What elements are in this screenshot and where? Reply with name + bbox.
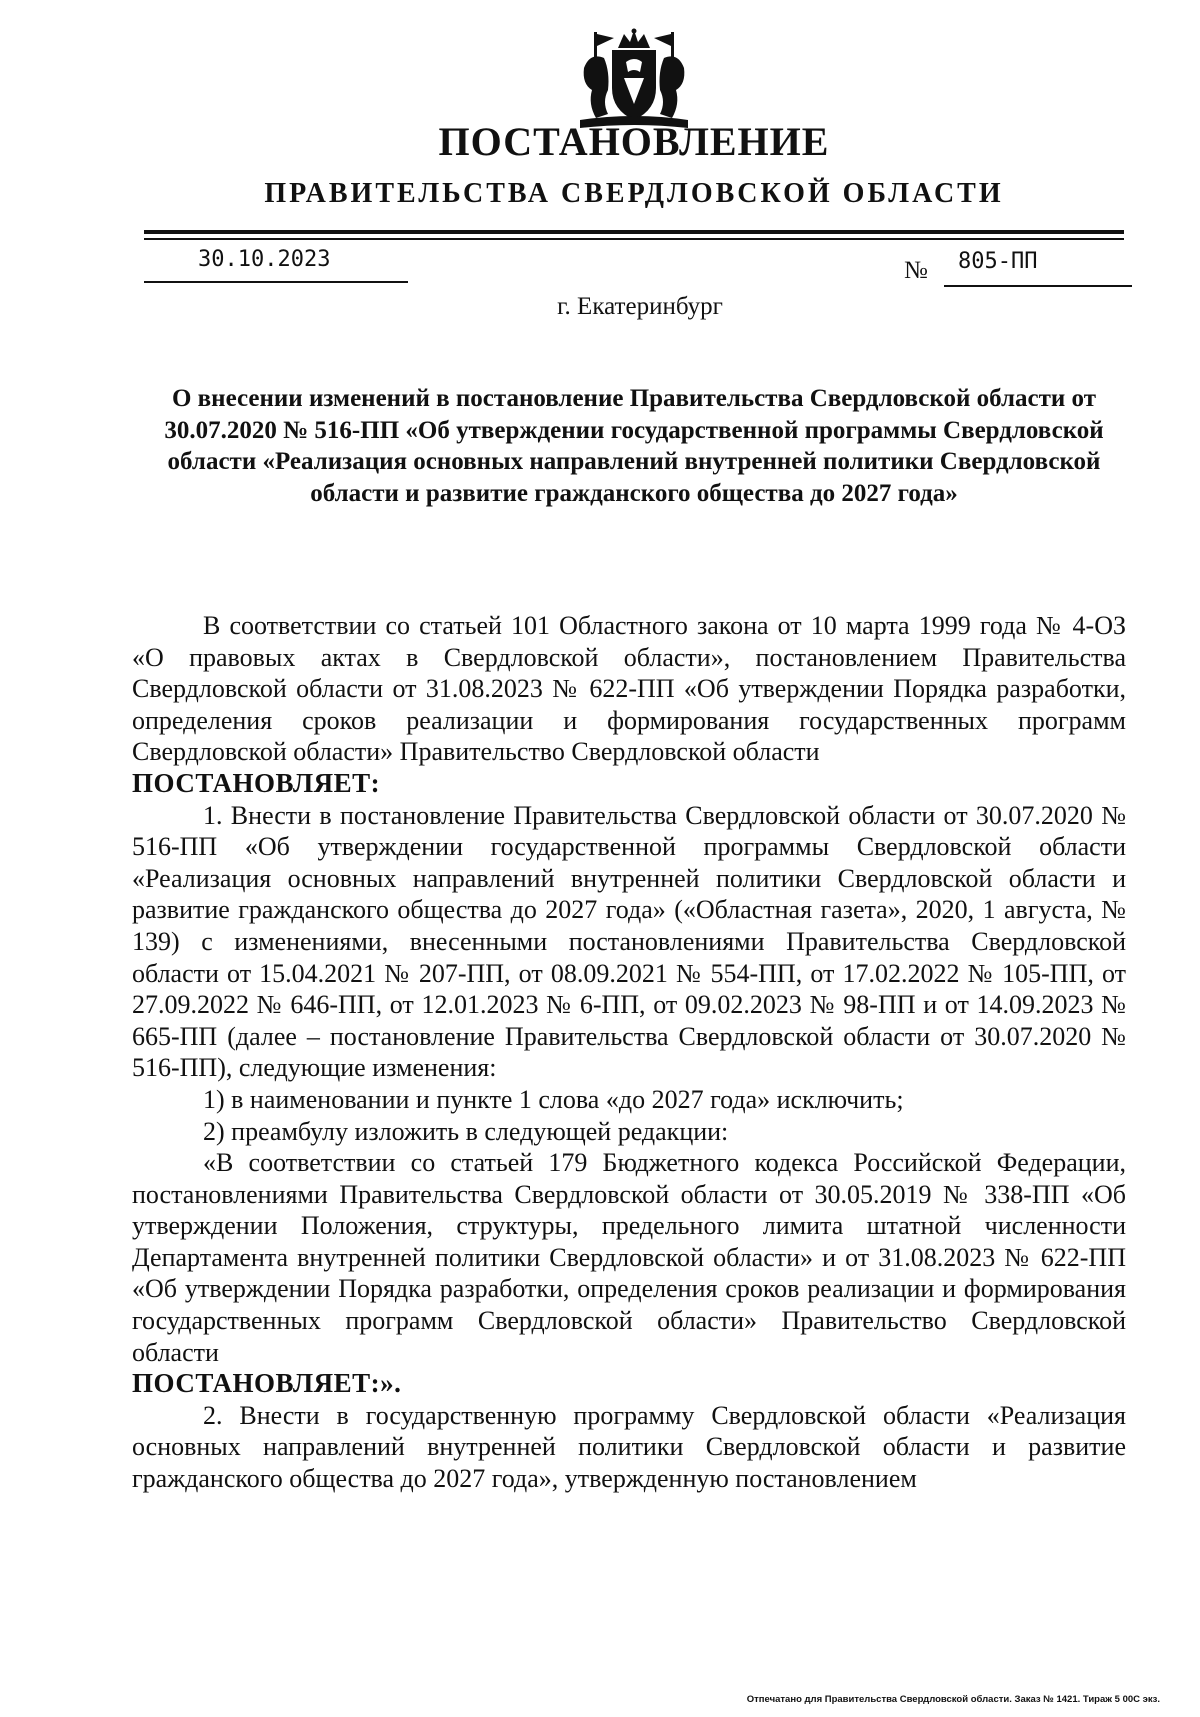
subitem-1-paragraph: 1) в наименовании и пункте 1 слова «до 2027 года» исключить;: [203, 1084, 904, 1114]
coat-of-arms-emblem: [574, 28, 694, 132]
print-imprint: Отпечатано для Правительства Свердловской области. Заказ № 1421. Тираж 5 00С экз.: [746, 1694, 1160, 1705]
document-body: [132, 610, 1126, 1495]
header-divider-thin: [144, 238, 1124, 240]
subitem-2-paragraph: 2) преамбулу изложить в следующей редакции:: [203, 1116, 729, 1146]
issuing-city: г. Екатеринбург: [557, 293, 723, 320]
document-type-title: ПОСТАНОВЛЕНИЕ: [438, 119, 830, 164]
document-number: 805-ПП: [958, 249, 1038, 274]
issuing-authority: ПРАВИТЕЛЬСТВА СВЕРДЛОВСКОЙ ОБЛАСТИ: [264, 178, 1004, 209]
header-divider-thick: [144, 230, 1124, 234]
preamble-paragraph: В соответствии со статьей 101 Областного закона от 10 марта 1999 года № 4-ОЗ «О правовых актах в Свердловской области», постановлением Правительства Свердловской области от 31.08.2023 № 622-ПП «Об утверждении Порядка разработки, определения сроков реализации и формирования государственных программ Свердловской области» Правительство Свердловской области: [132, 611, 1126, 767]
document-date: 30.10.2023: [198, 247, 331, 272]
item-2-paragraph: 2. Внести в государственную программу Свердловской области «Реализация основных направлений внутренней политики Свердловской области и развитие гражданского общества до 2027 года», утвержденную постановлением: [132, 1400, 1126, 1494]
number-sign: №: [904, 257, 928, 284]
resolves-heading: ПОСТАНОВЛЯЕТ:: [132, 767, 381, 798]
quoted-preamble-paragraph: «В соответствии со статьей 179 Бюджетного кодекса Российской Федерации, постановлениями Правительства Свердловской области от 30.05.2019 № 338-ПП «Об утверждении Положения, структуры, предельного лимита штатной численности Департамента внутренней политики Свердловской области» и от 31.08.2023 № 622-ПП «Об утверждении Порядка разработки, определения сроков реализации и формирования государственных программ Свердловской области» Правительство Свердловской области: [132, 1148, 1126, 1367]
date-underline: [144, 281, 408, 283]
number-underline: [944, 285, 1132, 287]
item-1-paragraph: 1. Внести в постановление Правительства Свердловской области от 30.07.2020 № 516-ПП «Об утверждении государственной программы Свердловской области «Реализация основных направлений внутренней политики Свердловской области и развитие гражданского общества до 2027 года» («Областная газета», 2020, 1 августа, № 139) с изменениями, внесенными постановлениями Правительства Свердловской области от 15.04.2021 № 207-ПП, от 08.09.2021 № 554-ПП, от 17.02.2022 № 105-ПП, от 27.09.2022 № 646-ПП, от 12.01.2023 № 6-ПП, от 09.02.2023 № 98-ПП и от 14.09.2023 № 665-ПП (далее – постановление Правительства Свердловской области от 30.07.2020 № 516-ПП), следующие изменения:: [132, 800, 1126, 1083]
document-title: О внесении изменений в постановление Правительства Свердловской области от 30.07.2020 № 516-ПП «Об утверждении государственной программы Свердловской области «Реализация основных направлений внутренней политики Свердловской области и развитие гражданского общества до 2027 года»: [164, 385, 1104, 507]
quoted-resolves-heading: ПОСТАНОВЛЯЕТ:».: [132, 1368, 402, 1399]
